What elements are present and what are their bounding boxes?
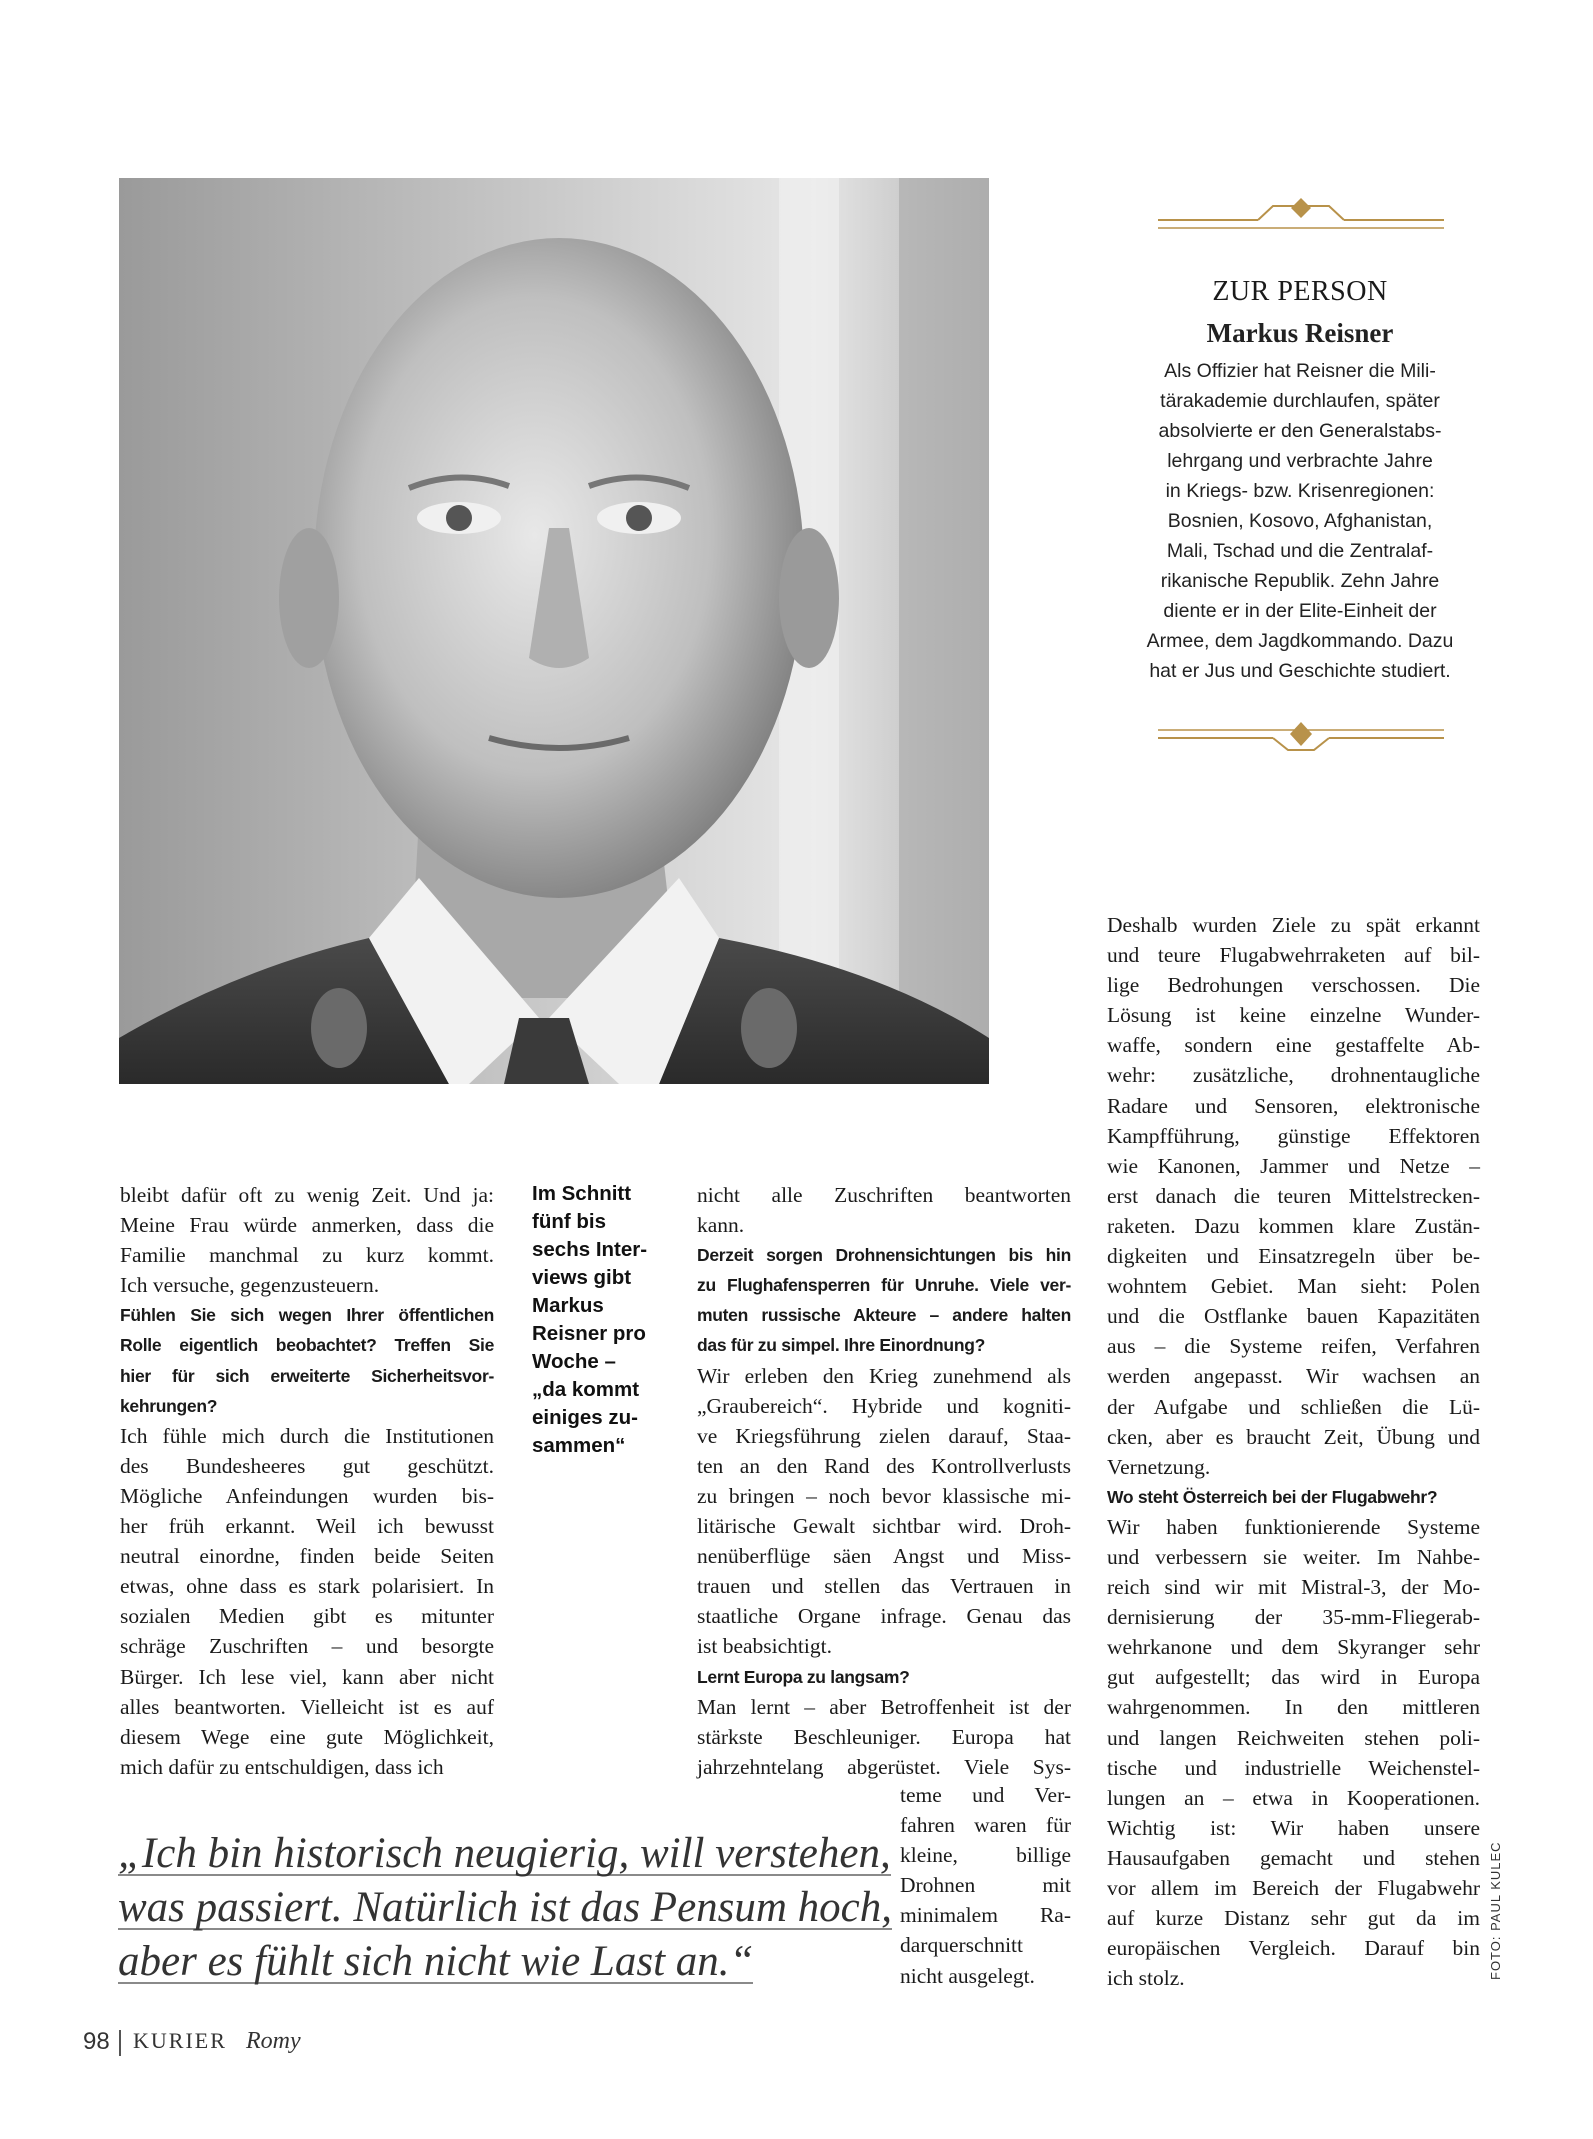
- bio-line: tärakademie durchlaufen, später: [1160, 390, 1440, 412]
- side-quote-line: einiges zu-: [532, 1406, 638, 1429]
- text-line: fahren waren für: [900, 1813, 1071, 1838]
- text-line: und teure Flugabwehrraketen auf bil-: [1107, 943, 1480, 968]
- page-number: 98: [83, 2028, 110, 2055]
- text-line: Ich fühle mich durch die Institutionen: [120, 1423, 494, 1448]
- text-line: waffe, sondern eine gestaffelte Ab-: [1107, 1033, 1480, 1058]
- question-line: Rolle eigentlich beobachtet? Treffen Sie: [120, 1335, 494, 1356]
- side-quote-line: Im Schnitt: [532, 1182, 632, 1205]
- bottom-ornament-icon: [1158, 716, 1444, 756]
- text-line: Drohnen mit: [900, 1873, 1071, 1898]
- text-line: Vernetzung.: [1107, 1454, 1211, 1479]
- text-line: dernisierung der 35-mm-Fliegerab-: [1107, 1605, 1480, 1630]
- text-line: stärkste Beschleuniger. Europa hat: [697, 1724, 1071, 1749]
- text-line: und verbessern sie weiter. Im Nahbe-: [1107, 1544, 1480, 1569]
- text-line: wie Kanonen, Jammer und Netze –: [1107, 1153, 1480, 1178]
- text-line: zu bringen – noch bevor klassische mi-: [697, 1483, 1071, 1508]
- question-line: Derzeit sorgen Drohnensichtungen bis hin: [697, 1245, 1071, 1266]
- box-name: Markus Reisner: [1206, 318, 1394, 348]
- text-line: diesem Wege eine gute Möglichkeit,: [120, 1724, 494, 1749]
- text-line: her früh erkannt. Weil ich bewusst: [120, 1514, 494, 1539]
- question-line: Wo steht Österreich bei der Flugabwehr?: [1107, 1486, 1438, 1507]
- text-line: ten an den Rand des Kontrollverlusts: [697, 1453, 1071, 1478]
- text-line: raketen. Dazu kommen klare Zustän-: [1107, 1213, 1480, 1238]
- text-line: Bürger. Ich lese viel, kann aber nicht: [120, 1664, 494, 1689]
- text-line: etwas, ohne dass es stark polarisiert. In: [120, 1574, 494, 1599]
- article-column-1: [120, 1180, 494, 1782]
- pull-quote-line: aber es fühlt sich nicht wie Last an.“: [118, 1938, 754, 1985]
- text-line: Mögliche Anfeindungen wurden bis-: [120, 1483, 494, 1508]
- text-line: „Graubereich“. Hybride und kogniti-: [697, 1393, 1071, 1418]
- text-line: ich stolz.: [1107, 1966, 1185, 1991]
- text-line: Wichtig ist: Wir haben unsere: [1107, 1815, 1480, 1840]
- question-line: Fühlen Sie sich wegen Ihrer öffentlichen: [120, 1305, 494, 1326]
- text-line: gut aufgestellt; das wird in Europa: [1107, 1665, 1480, 1690]
- text-line: der Aufgabe und schließen die Lü-: [1107, 1394, 1480, 1419]
- portrait-photo: [119, 178, 989, 1084]
- text-line: reich sind wir mit Mistral-3, der Mo-: [1107, 1575, 1480, 1600]
- text-line: Lösung ist keine einzelne Wunder-: [1107, 1003, 1480, 1028]
- bio-line: hat er Jus und Geschichte studiert.: [1149, 660, 1451, 682]
- text-line: Familie manchmal zu kurz kommt.: [120, 1243, 494, 1268]
- bio-line: Armee, dem Jagdkommando. Dazu: [1146, 630, 1454, 652]
- text-line: litärische Gewalt sichtbar wird. Droh-: [697, 1514, 1071, 1539]
- text-line: auf kurze Distanz sehr gut da im: [1107, 1906, 1480, 1931]
- text-line: lige Bedrohungen verschossen. Die: [1107, 973, 1480, 998]
- question-line: kehrungen?: [120, 1395, 218, 1416]
- text-line: kann.: [697, 1213, 745, 1238]
- text-line: darquerschnitt: [900, 1933, 1023, 1958]
- question-line: muten russische Akteure – andere halten: [697, 1305, 1071, 1326]
- text-line: wehr: zusätzliche, drohnentaugliche: [1107, 1063, 1480, 1088]
- box-bio: [1110, 356, 1490, 686]
- text-line: des Bundesheeres gut geschützt.: [120, 1453, 494, 1478]
- text-line: Radare und Sensoren, elektronische: [1107, 1093, 1480, 1118]
- text-line: vor allem im Bereich der Flugabwehr: [1107, 1876, 1480, 1900]
- footer-divider: [119, 2030, 121, 2056]
- text-line: wohntem Gebiet. Man sieht: Polen: [1107, 1274, 1480, 1299]
- text-line: nicht alle Zuschriften beantworten: [697, 1183, 1071, 1207]
- bio-line: Als Offizier hat Reisner die Mili-: [1164, 360, 1436, 382]
- bio-line: Mali, Tschad und die Zentralaf-: [1166, 540, 1434, 562]
- text-line: wahrgenommen. In den mittleren: [1107, 1695, 1480, 1720]
- side-quote: [532, 1180, 660, 1460]
- text-line: Meine Frau würde anmerken, dass die: [120, 1213, 494, 1238]
- side-quote-line: „da kommt: [532, 1378, 640, 1401]
- text-line: Deshalb wurden Ziele zu spät erkannt: [1107, 913, 1480, 937]
- text-line: nenüberflüge säen Angst und Miss-: [697, 1544, 1071, 1569]
- text-line: schräge Zuschriften – und besorgte: [120, 1634, 494, 1659]
- text-line: Kampfführung, günstige Effektoren: [1107, 1123, 1480, 1148]
- text-line: cken, aber es braucht Zeit, Übung und: [1107, 1424, 1480, 1449]
- text-line: Wir haben funktionierende Systeme: [1107, 1514, 1480, 1539]
- bio-line: diente er in der Elite-Einheit der: [1163, 600, 1437, 622]
- side-quote-line: views gibt: [532, 1266, 632, 1289]
- text-line: europäischen Vergleich. Darauf bin: [1107, 1936, 1480, 1961]
- text-line: erst danach die teuren Mittelstrecken-: [1107, 1183, 1480, 1208]
- text-line: bleibt dafür oft zu wenig Zeit. Und ja:: [120, 1183, 494, 1207]
- text-line: Hausaufgaben gemacht und stehen: [1107, 1845, 1480, 1870]
- question-line: hier für sich erweiterte Sicherheitsvor-: [120, 1365, 494, 1386]
- pull-quote-line: was passiert. Natürlich ist das Pensum hoch,: [118, 1884, 893, 1931]
- brand-subtitle: Romy: [246, 2028, 301, 2054]
- bio-line: absolvierte er den Generalstabs-: [1158, 420, 1442, 442]
- text-line: tische und industrielle Weichenstel-: [1107, 1755, 1480, 1780]
- text-line: ist beabsichtigt.: [697, 1634, 832, 1659]
- bio-line: in Kriegs- bzw. Krisenregionen:: [1165, 480, 1435, 502]
- text-line: Wir erleben den Krieg zunehmend als: [697, 1363, 1071, 1388]
- text-line: und die Ostflanke bauen Kapazitäten: [1107, 1304, 1480, 1329]
- text-line: sozialen Medien gibt es mitunter: [120, 1604, 494, 1629]
- question-line: zu Flughafensperren für Unruhe. Viele ver-: [697, 1275, 1071, 1296]
- question-line: Lernt Europa zu langsam?: [697, 1666, 910, 1687]
- text-line: digkeiten und Einsatzregeln über be-: [1107, 1244, 1480, 1269]
- pull-quote-line: „Ich bin historisch neugierig, will verstehen,: [118, 1830, 891, 1877]
- text-line: teme und Ver-: [900, 1783, 1071, 1807]
- bio-line: lehrgang und verbrachte Jahre: [1167, 450, 1433, 472]
- text-line: Man lernt – aber Betroffenheit ist der: [697, 1694, 1071, 1719]
- text-line: kleine, billige: [900, 1843, 1071, 1868]
- side-quote-line: Woche –: [532, 1350, 616, 1373]
- text-line: minimalem Ra-: [900, 1903, 1071, 1928]
- top-ornament-icon: [1158, 196, 1444, 236]
- text-line: trauen und stellen das Vertrauen in: [697, 1574, 1071, 1599]
- article-column-3: [1107, 910, 1480, 1993]
- text-line: mich dafür zu entschuldigen, dass ich: [120, 1754, 444, 1779]
- text-line: Ich versuche, gegenzusteuern.: [120, 1273, 380, 1298]
- box-title: ZUR PERSON: [1212, 276, 1388, 307]
- question-line: das für zu simpel. Ihre Einordnung?: [697, 1335, 985, 1356]
- article-column-2: [697, 1180, 1071, 1782]
- photo-credit: FOTO: PAUL KULEC: [1488, 1841, 1503, 1980]
- text-line: alles beantworten. Vielleicht ist es auf: [120, 1694, 494, 1719]
- text-line: ve Kriegsführung zielen darauf, Staa-: [697, 1423, 1071, 1448]
- article-column-2-tail: [900, 1780, 1071, 1991]
- side-quote-line: Reisner pro: [532, 1322, 646, 1345]
- text-line: und langen Reichweiten stehen poli-: [1107, 1725, 1480, 1750]
- text-line: neutral einordne, finden beide Seiten: [120, 1544, 494, 1569]
- text-line: aus – die Systeme reifen, Verfahren: [1107, 1334, 1480, 1359]
- text-line: lungen an – etwa in Kooperationen.: [1107, 1785, 1480, 1810]
- side-quote-line: sechs Inter-: [532, 1238, 648, 1261]
- bio-line: Bosnien, Kosovo, Afghanistan,: [1167, 510, 1433, 532]
- bio-line: rikanische Republik. Zehn Jahre: [1160, 570, 1440, 592]
- pull-quote: [118, 1830, 893, 1992]
- side-quote-line: sammen“: [532, 1434, 626, 1457]
- text-line: werden angepasst. Wir wachsen an: [1107, 1364, 1480, 1389]
- brand-logo: KURIER: [133, 2028, 227, 2053]
- side-quote-line: Markus: [532, 1294, 604, 1317]
- side-quote-line: fünf bis: [532, 1210, 607, 1233]
- text-line: staatliche Organe infrage. Genau das: [697, 1604, 1071, 1629]
- text-line: jahrzehntelang abgerüstet. Viele Sys-: [697, 1754, 1071, 1779]
- text-line: wehrkanone und dem Skyranger sehr: [1107, 1635, 1480, 1660]
- text-line: nicht ausgelegt.: [900, 1963, 1035, 1988]
